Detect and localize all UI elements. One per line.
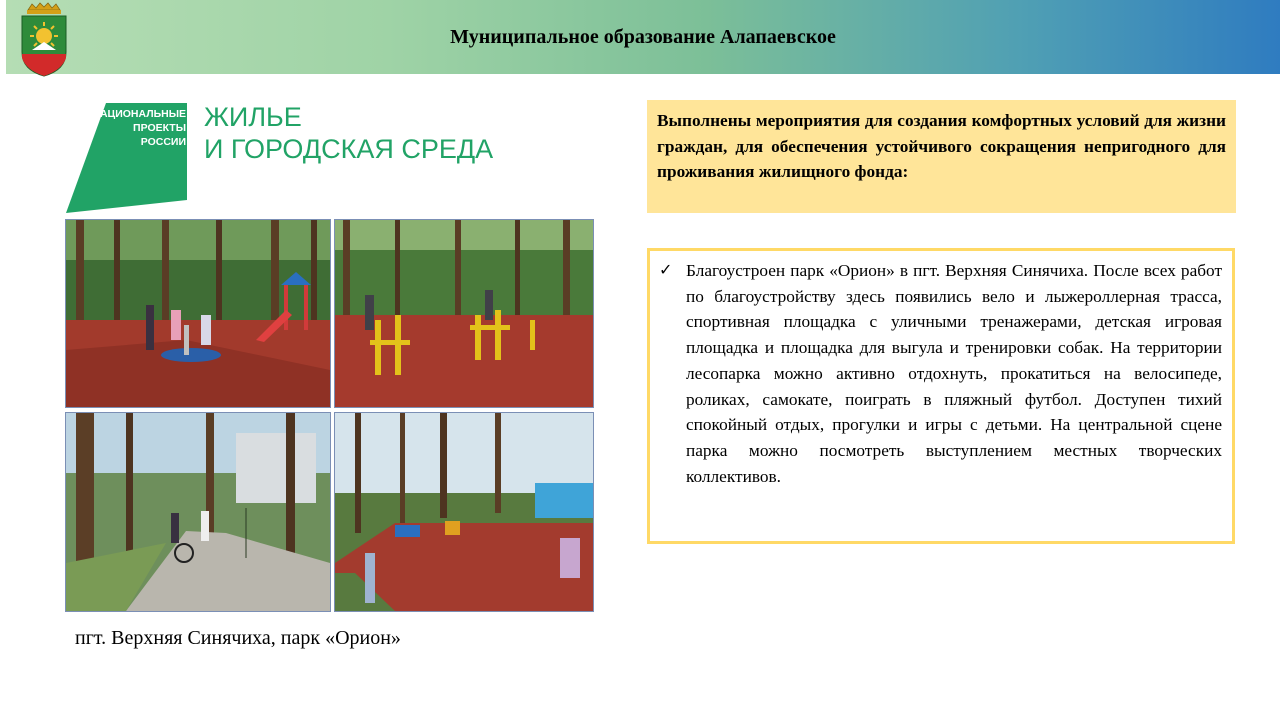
checkmark-icon: ✓ [659, 260, 673, 279]
detail-box [647, 248, 1235, 544]
logo-project-line2: И ГОРОДСКАЯ СРЕДА [204, 134, 494, 164]
photo-park-area [334, 412, 594, 612]
header-banner [6, 0, 1280, 74]
photo-park-path [65, 412, 331, 612]
logo-small-text-3: РОССИИ [140, 136, 186, 148]
logo-small-text-1: НАЦИОНАЛЬНЫЕ [92, 108, 186, 120]
logo-project-line1: ЖИЛЬЕ [204, 102, 302, 132]
intro-text: Выполнены мероприятия для создания комфортных условий для жизни граждан, для обеспечения устойчивого сокращения непригодного для проживания жилищного фонда: [657, 111, 1226, 181]
photo-exercise-equipment [334, 219, 594, 408]
logo-small-text-2: ПРОЕКТЫ [133, 122, 186, 134]
national-projects-logo [64, 100, 494, 215]
detail-text: Благоустроен парк «Орион» в пгт. Верхняя Синячиха. После всех работ по благоустройству здесь появились вело и лыжероллерная трасса, спортивная площадка с уличными тренажерами, детская игровая площадка и площадка для выгула и тренировки собак. На территории лесопарка можно активно отдохнуть, прокатиться на велосипеде, роликах, самокате, поиграть в пляжный футбол. Доступен тихий спокойный отдых, прогулки и игры с детьми. На центральной сцене парка можно посмотреть выступлением местных творческих коллективов. [686, 261, 1222, 486]
photo-playground [65, 219, 331, 408]
page-title: Муниципальное образование Алапаевское [450, 26, 836, 48]
intro-box [647, 100, 1236, 213]
photo-caption: пгт. Верхняя Синячиха, парк «Орион» [75, 627, 401, 649]
coat-of-arms-icon [18, 2, 70, 76]
